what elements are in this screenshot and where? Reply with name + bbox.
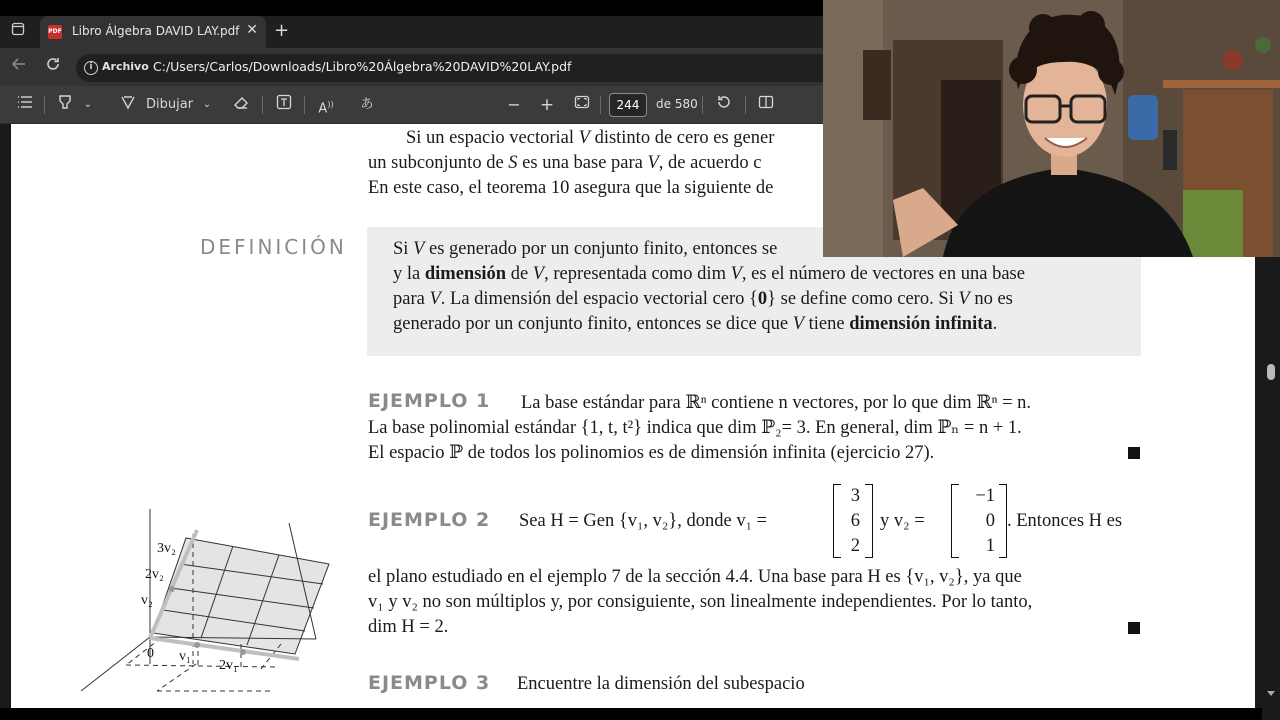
- v2-entry-2: 0: [985, 511, 995, 531]
- matrix-right-bracket: [865, 484, 873, 558]
- webcam-overlay: [823, 0, 1280, 257]
- end-of-example-mark: [1128, 622, 1140, 634]
- tab-close-button[interactable]: ✕: [246, 22, 258, 38]
- toolbar-divider: [262, 96, 263, 114]
- definition-line-3: para V. La dimensión del espacio vectorial cero {0} se define como cero. Si V no es: [393, 289, 1013, 309]
- example-2-statement: Sea H = Gen {v₁, v₂}, donde v₁ =: [519, 511, 768, 531]
- bottom-edge: [0, 708, 1262, 720]
- fig-label-origin: 0: [147, 646, 154, 661]
- contents-list-icon[interactable]: [14, 94, 36, 116]
- eraser-icon[interactable]: [230, 94, 252, 116]
- v1-entry-3: 2: [850, 536, 860, 556]
- page-view-icon[interactable]: [755, 94, 777, 116]
- toolbar-divider: [745, 96, 746, 114]
- translate-icon[interactable]: あ: [360, 97, 374, 112]
- v2-entry-1: −1: [975, 486, 995, 506]
- example-3-line-1: Encuentre la dimensión del subespacio: [517, 674, 805, 694]
- tab-title: Libro Álgebra DAVID LAY.pdf: [72, 24, 240, 38]
- example-3-label: EJEMPLO 3: [368, 672, 491, 694]
- read-aloud-icon[interactable]: A)): [318, 100, 334, 117]
- page-total: de 580: [656, 97, 698, 111]
- scroll-down-arrow-icon[interactable]: [1267, 691, 1275, 696]
- scrollbar-thumb[interactable]: [1267, 364, 1275, 380]
- zoom-in-button[interactable]: +: [539, 95, 555, 115]
- back-arrow-icon[interactable]: [8, 56, 30, 78]
- highlight-icon[interactable]: [54, 94, 76, 116]
- tab-actions-icon[interactable]: [8, 22, 28, 42]
- draw-chevron-down-icon[interactable]: ⌄: [202, 99, 212, 110]
- v1-entry-2: 6: [850, 511, 860, 531]
- vector-v1-matrix: [833, 484, 873, 558]
- fig-label-3v2: 3v₂: [157, 541, 176, 556]
- example-2-then: . Entonces H es: [1007, 511, 1123, 531]
- toolbar-divider: [304, 96, 305, 114]
- example-1-line-1: La base estándar para ℝⁿ contiene n vectores, por lo que dim ℝⁿ = n.: [521, 393, 1032, 413]
- end-of-example-mark: [1128, 447, 1140, 459]
- pdf-file-icon: PDF: [48, 25, 62, 39]
- example-2-line-3: v₁ y v₂ no son múltiplos y, por consiguiente, son linealmente independientes. Por lo tanto,: [368, 592, 1033, 612]
- example-2-line-2: el plano estudiado en el ejemplo 7 de la sección 4.4. Una base para H es {v₁, v₂}, ya que: [368, 567, 1022, 587]
- example-2-line-4: dim H = 2.: [368, 617, 449, 637]
- address-scheme: Archivo: [102, 60, 149, 73]
- page-number-input[interactable]: 244: [609, 93, 647, 117]
- matrix-left-bracket: [951, 484, 959, 558]
- fig-label-v2: v₂: [141, 593, 153, 608]
- toolbar-divider: [44, 96, 45, 114]
- toolbar-divider: [600, 96, 601, 114]
- definition-heading: DEFINICIÓN: [200, 235, 347, 259]
- new-tab-button[interactable]: +: [274, 20, 290, 41]
- webcam-video-frame: [823, 0, 1280, 257]
- browser-tab[interactable]: [40, 16, 266, 48]
- matrix-left-bracket: [833, 484, 841, 558]
- definition-line-2: y la dimensión de V, representada como dim V, es el número de vectores en una base: [393, 264, 1025, 284]
- definition-line-1: Si V es generado por un conjunto finito, entonces se: [393, 239, 778, 259]
- text-box-icon[interactable]: [273, 94, 295, 116]
- highlight-chevron-down-icon[interactable]: ⌄: [83, 99, 93, 110]
- draw-label[interactable]: Dibujar: [146, 97, 194, 112]
- intro-line-1: Si un espacio vectorial V distinto de cero es gener: [406, 128, 775, 148]
- example-1-label: EJEMPLO 1: [368, 390, 491, 412]
- reload-icon[interactable]: [42, 56, 64, 78]
- rotate-icon[interactable]: [713, 94, 735, 116]
- fig-label-2v2: 2v₂: [145, 567, 164, 582]
- example-2-and: y v₂ =: [880, 511, 925, 531]
- example-1-line-3: El espacio ℙ de todos los polinomios es de dimensión infinita (ejercicio 27).: [368, 443, 935, 463]
- matrix-right-bracket: [999, 484, 1007, 558]
- zoom-out-button[interactable]: −: [507, 95, 521, 114]
- info-icon[interactable]: i: [84, 61, 98, 75]
- v2-entry-3: 1: [985, 536, 995, 556]
- plane-span-figure: [71, 504, 361, 708]
- intro-line-3: En este caso, el teorema 10 asegura que la siguiente de: [368, 178, 774, 198]
- fig-label-2v1: 2v₁: [219, 658, 238, 673]
- definition-line-4: generado por un conjunto finito, entonces se dice que V tiene dimensión infinita.: [393, 314, 998, 334]
- example-2-label: EJEMPLO 2: [368, 509, 491, 531]
- address-bar[interactable]: [76, 54, 836, 82]
- toolbar-divider: [702, 96, 703, 114]
- example-1-line-2: La base polinomial estándar {1, t, t²} indica que dim ℙ₂= 3. En general, dim ℙₙ = n + 1.: [368, 418, 1022, 438]
- draw-icon[interactable]: [117, 94, 139, 116]
- address-url[interactable]: C:/Users/Carlos/Downloads/Libro%20Álgebra%20DAVID%20LAY.pdf: [153, 59, 572, 74]
- fig-label-v1: v₁: [179, 649, 191, 664]
- intro-line-2: un subconjunto de S es una base para V, de acuerdo c: [368, 153, 762, 173]
- v1-entry-1: 3: [850, 486, 860, 506]
- vector-v2-matrix: [951, 484, 1007, 558]
- fit-page-icon[interactable]: [571, 94, 593, 116]
